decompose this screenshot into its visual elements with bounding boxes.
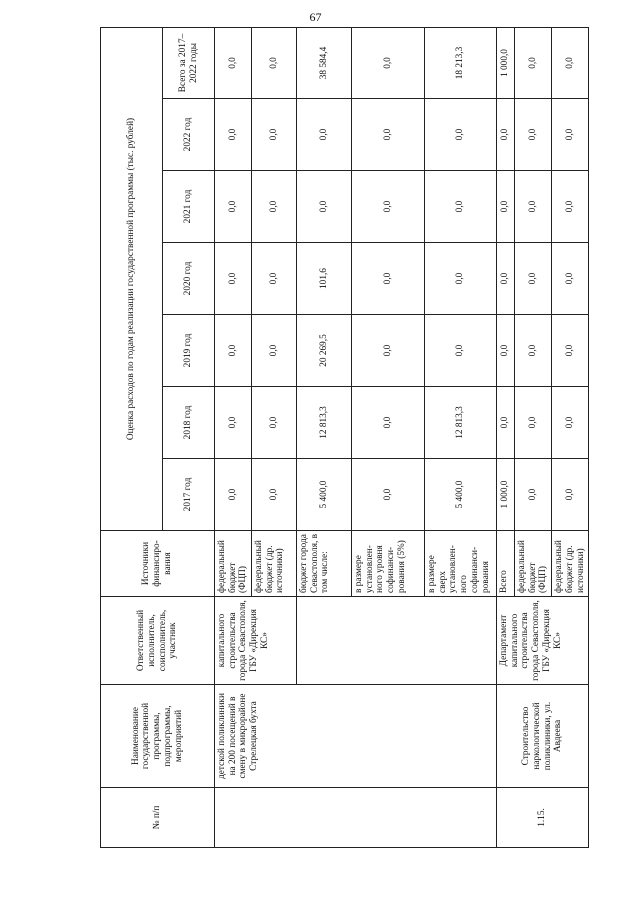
value-cell: 0,0 <box>352 315 425 387</box>
row-num <box>215 788 497 848</box>
rotated-table-container <box>100 28 586 848</box>
source-cell: федеральный бюджет (др. источники) <box>552 531 589 597</box>
value-cell: 0,0 <box>497 171 515 243</box>
value-cell: 1 000,0 <box>497 459 515 531</box>
value-cell: 0,0 <box>552 459 589 531</box>
header-year-2020: 2020 год <box>163 243 215 315</box>
value-cell: 0,0 <box>552 243 589 315</box>
header-executor: Ответственный исполнитель, соисполнитель, участник <box>101 597 215 685</box>
value-cell: 0,0 <box>552 387 589 459</box>
source-cell: в размере установлен-ного уровня софинанси-рования (5%) <box>352 531 425 597</box>
header-year-2018: 2018 год <box>163 387 215 459</box>
source-cell: бюджет города Севастополя, в том числе: <box>297 531 352 597</box>
value-cell: 0,0 <box>252 387 297 459</box>
value-cell: 0,0 <box>215 171 252 243</box>
value-cell: 0,0 <box>515 459 552 531</box>
header-source: Источники финансиро-вания <box>101 531 215 597</box>
source-cell: Всего <box>497 531 515 597</box>
value-cell: 12 813,3 <box>425 387 497 459</box>
header-total: Всего за 2017–2022 годы <box>163 27 215 98</box>
header-estimate: Оценка расходов по годам реализации государственной программы (тыс. рублей) <box>101 27 163 530</box>
value-cell: 0,0 <box>515 387 552 459</box>
value-cell: 12 813,3 <box>297 387 352 459</box>
value-cell: 5 400,0 <box>425 459 497 531</box>
table-row <box>497 27 515 847</box>
value-cell: 0,0 <box>352 27 425 98</box>
value-cell: 0,0 <box>552 99 589 171</box>
value-cell: 1 000,0 <box>497 27 515 98</box>
header-num: № п/п <box>101 788 215 848</box>
value-cell: 0,0 <box>515 243 552 315</box>
value-cell: 0,0 <box>352 171 425 243</box>
value-cell: 0,0 <box>352 459 425 531</box>
header-year-2017: 2017 год <box>163 459 215 531</box>
value-cell: 0,0 <box>497 99 515 171</box>
value-cell: 0,0 <box>215 315 252 387</box>
value-cell: 0,0 <box>252 99 297 171</box>
header-year-2019: 2019 год <box>163 315 215 387</box>
row-num: 1.15. <box>497 788 589 848</box>
value-cell: 0,0 <box>352 243 425 315</box>
value-cell: 0,0 <box>215 27 252 98</box>
value-cell: 0,0 <box>215 99 252 171</box>
value-cell: 18 213,3 <box>425 27 497 98</box>
value-cell: 38 584,4 <box>297 27 352 98</box>
header-name: Наименование государственной программы, подпрограммы, мероприятий <box>101 685 215 788</box>
value-cell: 101,6 <box>297 243 352 315</box>
value-cell: 0,0 <box>515 315 552 387</box>
value-cell: 0,0 <box>425 243 497 315</box>
source-cell: федеральный бюджет (ФЦП) <box>515 531 552 597</box>
value-cell: 0,0 <box>515 171 552 243</box>
value-cell: 5 400,0 <box>297 459 352 531</box>
value-cell: 0,0 <box>252 171 297 243</box>
value-cell: 0,0 <box>497 387 515 459</box>
executor-empty-cell <box>297 597 497 685</box>
value-cell: 0,0 <box>425 171 497 243</box>
value-cell: 0,0 <box>252 459 297 531</box>
value-cell: 0,0 <box>297 99 352 171</box>
source-cell: в размере сверх установлен-ного софинанси-рования <box>425 531 497 597</box>
header-year-2022: 2022 год <box>163 99 215 171</box>
value-cell: 0,0 <box>352 99 425 171</box>
measure-name: Строительство наркологической поликлиники, ул. Авдеева <box>497 685 589 788</box>
source-cell: федеральный бюджет (др. источники) <box>252 531 297 597</box>
table-row <box>215 27 252 847</box>
value-cell: 0,0 <box>425 99 497 171</box>
value-cell: 0,0 <box>252 243 297 315</box>
source-cell: федеральный бюджет (ФЦП) <box>215 531 252 597</box>
value-cell: 0,0 <box>252 315 297 387</box>
value-cell: 0,0 <box>215 243 252 315</box>
value-cell: 0,0 <box>352 387 425 459</box>
value-cell: 0,0 <box>552 27 589 98</box>
value-cell: 0,0 <box>497 315 515 387</box>
header-year-2021: 2021 год <box>163 171 215 243</box>
value-cell: 20 269,5 <box>297 315 352 387</box>
value-cell: 0,0 <box>215 387 252 459</box>
value-cell: 0,0 <box>215 459 252 531</box>
value-cell: 0,0 <box>497 243 515 315</box>
measure-name: детской поликлиники на 200 посещений в смену в микрорайоне Стрелецкая бухта <box>215 685 497 788</box>
value-cell: 0,0 <box>297 171 352 243</box>
value-cell: 0,0 <box>552 315 589 387</box>
value-cell: 0,0 <box>252 27 297 98</box>
page-number: 67 <box>309 10 322 24</box>
value-cell: 0,0 <box>425 315 497 387</box>
value-cell: 0,0 <box>515 99 552 171</box>
value-cell: 0,0 <box>515 27 552 98</box>
executor-cell: Департамент капитального строительства города Севастополя, ГБУ «Дирекция КС» <box>497 597 589 685</box>
executor-cell: капитального строительства города Севастополя, ГБУ «Дирекция КС» <box>215 597 297 685</box>
budget-table <box>100 27 589 848</box>
value-cell: 0,0 <box>552 171 589 243</box>
